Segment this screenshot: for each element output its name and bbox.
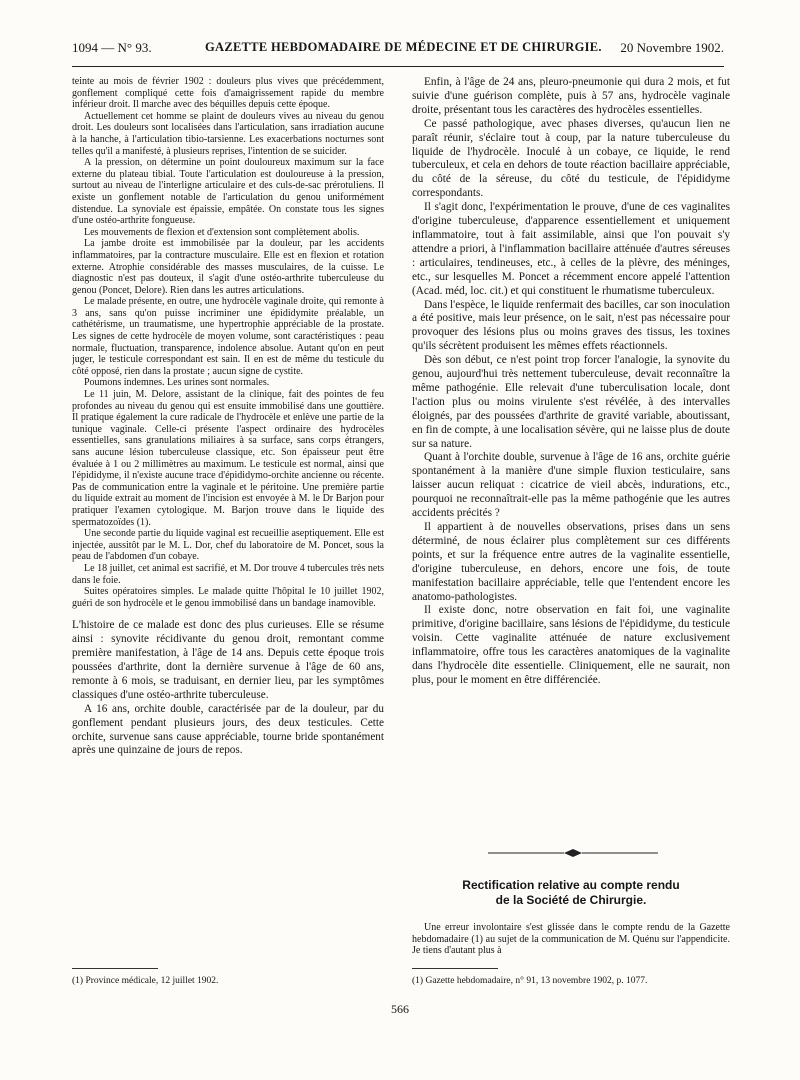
- issue-number: 1094 — N° 93.: [72, 40, 152, 55]
- section-paragraph: Une erreur involontaire s'est glissée dans le compte rendu de la Gazette hebdomadaire (1) au sujet de la communication de M. Quénu sur l'appendicite. Je tiens d'autant plus à: [412, 922, 730, 957]
- paragraph: Actuellement cet homme se plaint de douleurs vives au niveau du genou droit. Les douleurs sont localisées dans l'articulation, sans irradiation aucune à la hanche, à l'articulation tibio-tarsienne. Les exacerbations nocturnes sont telles qu'il a manifesté, à plusieurs reprises, l'intention de se suicider.: [72, 110, 384, 157]
- paragraph: Il existe donc, notre observation en fait foi, une vaginalite primitive, d'origine bacillaire, sans lésions de l'épididyme, du testicule voisin. Cette vaginalite atténuée de nature exclusivement inflammatoire, offre tous les caractères anatomiques de la vaginalite dans l'hydrocèle dite essentielle. Cliniquement, elle ne saurait, non plus, pour le moment en être différenciée.: [412, 604, 730, 686]
- paragraph: Suites opératoires simples. Le malade quitte l'hôpital le 10 juillet 1902, guéri de son hydrocèle et le genou immobilisé dans un bandage inamovible.: [72, 586, 384, 609]
- paragraph: Le 18 juillet, cet animal est sacrifié, et M. Dor trouve 4 tubercules très nets dans le foie.: [72, 562, 384, 586]
- right-footnote: (1) Gazette hebdomadaire, n° 91, 13 novembre 1902, p. 1077.: [412, 976, 648, 986]
- paragraph: Le malade présente, en outre, une hydrocèle vaginale droite, qui remonte à 3 ans, sans qu'on puisse incriminer une épididymite préalable, un cathétérisme, un traumatisme, une hypertrophie appréciable de la prostate. Les signes de cette hydrocèle de moyen volume, sont caractéristiques : peau normale, fluctuation, transparence, indolence absolue. Autant qu'on en peut juger, le testicule correspondant est sain. Il en est de même du testicule du côté opposé, rien dans la prostate ; aucun signe de cystite.: [72, 296, 384, 377]
- left-column: [72, 76, 384, 1036]
- paragraph: L'histoire de ce malade est donc des plus curieuses. Elle se résume ainsi : synovite récidivante du genou droit, remontant comme première manifestation, à l'âge de 14 ans. Depuis cette époque trois poussées d'arthrite, dont la dernière survenue à l'âge de 60 ans, remonte à 6 mois, se traduisant, en dernier lieu, par les symptômes classiques d'une ostéo-arthrite tuberculeuse.: [72, 619, 384, 701]
- left-footnote: (1) Province médicale, 12 juillet 1902.: [72, 976, 219, 986]
- footnote-rule: [412, 968, 498, 969]
- paragraph: Poumons indemnes. Les urines sont normales.: [84, 377, 270, 389]
- paragraph: Ce passé pathologique, avec phases diverses, qu'aucun lien ne paraît réunir, s'éclaire tout à coup, par la nature tuberculeuse du liquide de l'hydrocèle. Inoculé à un cobaye, ce liquide, le rend tuberculeux, et cela en dehors de toute réaction bacillaire appréciable, du côté de la séreuse, du côté du testicule, de l'épididyme correspondants.: [412, 117, 730, 200]
- paragraph: Il s'agit donc, l'expérimentation le prouve, d'une de ces vaginalites d'origine tuberculeuse, d'apparence essentiellement et uniquement inflammatoire, tout à fait assimilable, ainsi que l'on pouvait s'y attendre a priori, à l'inflammation bacillaire atténuée d'autres séreuses : articulaires, tendineuses, etc., à celles de la plèvre, des méninges, etc., sur lesquelles M. Poncet a récemment encore appelé l'attention (Acad. méd, loc. cit.) et qui constituent le rhumatisme tuberculeux.: [412, 201, 730, 297]
- paragraph: Dès son début, ce n'est point trop forcer l'analogie, la synovite du genou, aujourd'hui très nettement tuberculeuse, devait reconnaître la même pathogénie. Elle relevait d'une tuberculisation locale, dont l'action plus ou moins virulente s'est révélée, à des intervalles éloignés, par des poussées d'arthrite de gravité variable, aboutissant, en fin de compte, à une localisation sévère, qui ne laisse plus de doute sur sa nature.: [412, 354, 730, 450]
- paragraph: Enfin, à l'âge de 24 ans, pleuro-pneumonie qui dura 2 mois, et fut suivie d'une guérison complète, puis à 57 ans, hydrocèle vaginale droite, présentant tous les caractères des hydrocèles essentielles.: [412, 76, 730, 116]
- paragraph: Une seconde partie du liquide vaginal est recueillie aseptiquement. Elle est injectée, aussitôt par le M. L. Dor, chef du laboratoire de M. Poncet, sous la peau de l'abdomen d'un cobaye.: [72, 528, 384, 563]
- paragraph: A 16 ans, orchite double, caractérisée par de la douleur, par du gonflement pendant plusieurs jours, des deux testicules. Cette orchite, survenue sans cause appréciable, tourne bride spontanément après une quinzaine de jours de repos.: [72, 702, 384, 757]
- paragraph: Il appartient à de nouvelles observations, prises dans un sens déterminé, de nous éclairer plus complètement sur ces différents points, et sur la fréquence entre autres de la vaginalite essentielle, d'origine tuberculeuse, en dehors, encore une fois, de toute manifestation bacillaire appréciable, telle que l'entendent encore les anatomo-pathologistes.: [412, 521, 730, 603]
- paragraph: Dans l'espèce, le liquide renfermait des bacilles, car son inoculation a été positive, mais leur présence, on le sait, n'est pas nécessaire pour provoquer des lésions plus ou moins graves des tissus, les toxines qu'ils sécrètent produisent les mêmes effets réactionnels.: [412, 298, 730, 353]
- section-title-line: de la Société de Chirurgie.: [495, 893, 647, 907]
- paragraph: Le 11 juin, M. Delore, assistant de la clinique, fait des pointes de feu profondes au niveau du genou qui est ensuite immobilisé dans une gouttière. Il pratique également la cure radicale de l'hydrocèle et enlève une partie de la tunique vaginale. Celle-ci présente l'aspect ordinaire des hydrocèles essentielles, sans granulations miliaires à sa surface, sans corps étrangers, sans aucune lésion tuberculeuse classique, etc. Son épaisseur peut être évaluée à 1 ou 2 millimètres au maximum. Le testicule est normal, ainsi que l'épididyme, il n'existe aucune trace d'épididymo-orchite ancienne ou récente. Pas de communication entre la vaginale et le péritoine. Une première partie du liquide extrait au moment de l'incision est envoyée à M. le Dr Barjon pour pratiquer l'examen cytologique. M. Barjon trouve dans le liquide des spermatozoïdes (1).: [72, 389, 384, 528]
- paragraph: A la pression, on détermine un point douloureux maximum sur la face externe du plateau tibial. Toute l'articulation est douloureuse à la pression, surtout au niveau de l'interligne articulaire et des culs-de-sac prérotuliens. Il existe un gonflement notable de l'articulation du genou uniformément distendue. La synoviale est épaissie, empâtée. On constate tous les signes d'une ostéo-arthrite fongueuse.: [72, 157, 384, 227]
- ornamental-divider: [488, 848, 658, 858]
- paragraph: teinte au mois de février 1902 : douleurs plus vives que précédemment, gonflement compliqué cette fois d'amaigrissement rapide du membre inférieur droit. Il marche avec des béquilles depuis cette époque.: [72, 76, 384, 111]
- running-header: [72, 40, 724, 62]
- paragraph: Quant à l'orchite double, survenue à l'âge de 16 ans, orchite guérie spontanément à la manière d'une simple fluxion testiculaire, sans laisser aucun reliquat : cicatrice de vieil abcès, indurations, etc., pourquoi ne reconnaîtrait-elle pas la même pathogénie que les autres accidents précités ?: [412, 451, 730, 520]
- section-title-line: Rectification relative au compte rendu: [462, 878, 680, 892]
- journal-title: GAZETTE HEBDOMADAIRE DE MÉDECINE ET DE CHIRURGIE.: [205, 40, 602, 54]
- paragraph: La jambe droite est immobilisée par la douleur, par les accidents inflammatoires, par la contracture musculaire. Elle est en flexion et rotation externe. Atrophie considérable des masses musculaires, de la cuisse. Le diagnostic n'est pas douteux, il s'agit d'une ostéo-arthrite tuberculeuse du genou (Poncet, Delore). Rien dans les autres articulations.: [72, 238, 384, 296]
- paragraph: Les mouvements de flexion et d'extension sont complètement abolis.: [84, 226, 360, 238]
- page-number: 566: [391, 1002, 409, 1016]
- issue-date: 20 Novembre 1902.: [620, 40, 724, 55]
- header-rule: [72, 66, 724, 67]
- section-title: [412, 878, 730, 908]
- footnote-rule: [72, 968, 158, 969]
